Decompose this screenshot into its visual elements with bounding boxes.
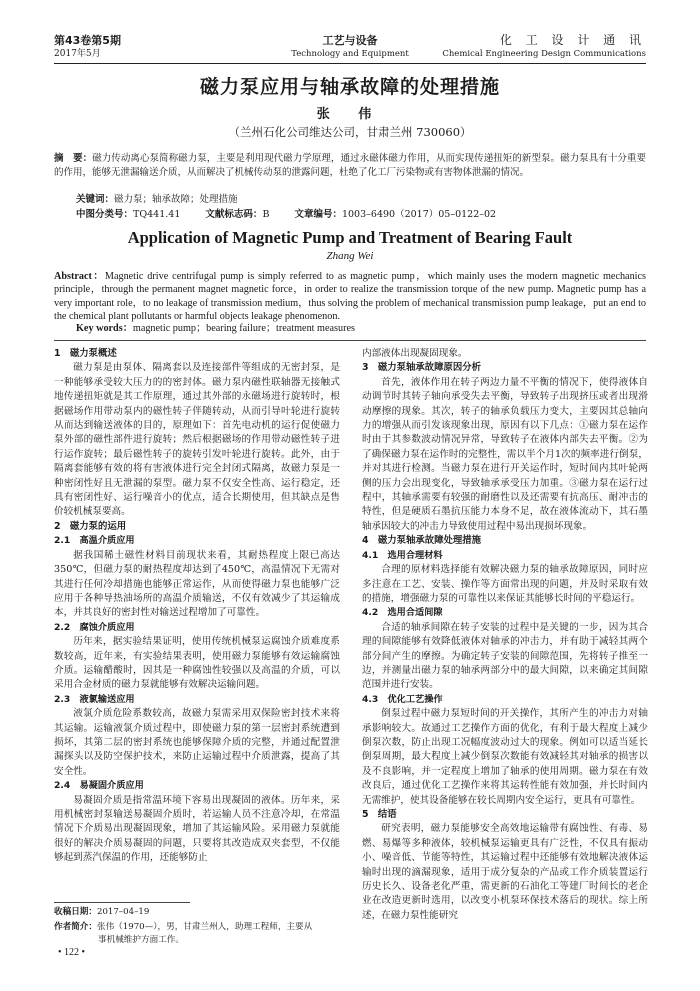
abstract-en-text: Magnetic drive centrifugal pump is simply referred to as magnetic pump，which mainly uses the modern magnetic mechanics principle，through the permanent magnet magnetic force，in order to realize the transmission torque of the new pump. Magnetic pump has a very important role，to no leakage of transmission medium，thus solving the problem of mechanical transmission pump leakage，put an end to the chemical plant pollutants or harmful objects leakage phenomenon. <box>54 271 646 323</box>
section-heading: 2 磁力泵的运用 <box>54 520 127 532</box>
article-no-label: 文章编号： <box>294 209 342 220</box>
column-title-en: Technology and Equipment <box>291 49 409 59</box>
abstract-cn-label: 摘 要： <box>54 153 93 164</box>
paragraph: 合适的轴承间隙在转子安装的过程中是关键的一步，因为其合理的间隙能够有效降低液体对轴承的冲击力，并有助于减轻其两个部分间产生的摩擦。为确定转子安装的间隙范围，先将转子推至一边，并测量出磁力泵的轴承两部分中的最大间隙，以来确定其间隙范围并进行安装。 <box>362 621 648 691</box>
section-heading: 5 结语 <box>362 809 397 820</box>
received-date: 2017–04–19 <box>96 907 150 917</box>
subsection-heading: 4.3 优化工艺操作 <box>362 693 443 705</box>
doc-code-label: 文献标志码： <box>205 209 263 220</box>
classification-line <box>76 208 646 222</box>
paragraph: 倒泵过程中磁力泵短时间的开关操作，其所产生的冲击力对轴承影响较大。故通过工艺操作方面的优化，有利于最大程度上减少倒泵次数，防止出现工况幅度波动过大的现象。例如可以适当延长倒泵周期，最大程度上减少倒泵次数能有效减轻其对轴承的损害以及不良影响，并一定程度上增加了轴承的使用周期。磁力泵在有效改良后，通过优化工艺操作来将其运转性能有效加强，并长时间内无需维护，使其设备能够在较长周期内安全运行，更具有可靠性。 <box>362 708 648 806</box>
clc-value: TQ441.41 <box>133 209 181 220</box>
journal-name-cn: 化 工 设 计 通 讯 <box>499 33 646 47</box>
author-affiliation-cn: （兰州石化公司维达公司，甘肃兰州 730060） <box>228 125 472 139</box>
clc-label: 中图分类号： <box>76 209 134 220</box>
keywords-en <box>76 322 646 335</box>
page-number: • 122 • <box>58 947 86 958</box>
abstract-en-label: Abstract： <box>54 271 105 282</box>
subsection-heading: 4.2 选用合适间隙 <box>362 607 443 619</box>
header-rule <box>54 63 646 64</box>
paper-title-en: Application of Magnetic Pump and Treatment of Bearing Fault <box>127 228 573 247</box>
author-bio-label: 作者简介： <box>54 922 97 932</box>
keywords-cn <box>76 193 646 207</box>
footnote-rule <box>54 902 190 903</box>
subsection-heading: 4.1 选用合理材料 <box>362 549 443 561</box>
paragraph: 研究表明，磁力泵能够安全高效地运输带有腐蚀性、有毒、易燃、易爆等多种液体，较机械泵运输更具有广泛性，不仅具有振动小、噪音低、节能等特性，其运输过程中还能够有效地解决液体运输时出现的滴漏现象，适用于成分复杂的产品或工作介质装置运行历史长久、设备老化严重，需更新的石油化工等建厂时间长的老企业在改造更新时选用，以改变小机泵环保技术落后的现状。综上所述，在磁力泵性能研究 <box>362 823 648 921</box>
subsection-heading: 2.4 易凝固介质应用 <box>54 780 144 792</box>
abstract-en <box>54 270 646 324</box>
abstract-rule <box>54 340 646 341</box>
article-no-value: 1003–6490（2017）05–0122–02 <box>341 209 497 220</box>
paragraph: 合理的原材料选择能有效解决磁力泵的轴承故障原因，同时应多注意在工艺、安装、操作等方面常出现的问题，并及时采取有效的措施，增强磁力泵的可靠性以来保证其能够长时间的平稳运行。 <box>362 564 648 604</box>
paragraph: 液氯介质危险系数较高，故磁力泵需采用双保险密封技术来将其运输。运输液氯介质过程中，即使磁力泵的第一层密封系统遭到损坏，其第二层的密封系统也能够保障介质的完整，并通过配置泄漏探头以及防空保护技术，来防止运输过程中介质泄露，提高了其安全性。 <box>54 708 340 777</box>
author-bio-line1: 张伟（1970—），男，甘肃兰州人，助理工程师，主要从 <box>96 922 313 932</box>
column-title-cn: 工艺与设备 <box>322 34 378 47</box>
body-column-left <box>54 347 340 866</box>
keywords-cn-text: 磁力泵；轴承故障；处理措施 <box>114 194 238 205</box>
journal-volume: 第43卷第5期 <box>54 34 121 47</box>
received-label: 收稿日期： <box>54 907 97 917</box>
paragraph: 内部液体出现凝固现象。 <box>362 348 468 359</box>
paragraph: 据我国稀土磁性材料目前现状来看，其耐热程度上限已高达350℃，但磁力泵的耐热程度却达到了450℃，高温情况下无需对其进行任何冷却措施也能够正常运作，从而使得磁力泵也能够广泛应用于各种导热油场所的高温介质输送，不仅有效减少了其运输成本，并其良好的密封性对输送过程增加了可靠性。 <box>54 549 340 619</box>
subsection-heading: 2.1 高温介质应用 <box>54 535 135 547</box>
paragraph: 历年来，据实验结果证明，使用传统机械泵运腐蚀介质难度系数较高，近年来，有实验结果表明，使用磁力泵能够有效运输腐蚀介质。运输醋酸时，因其是一种腐蚀性较强以及高温的介质，可以采用合金材质的磁力泵就能够有效解决运输问题。 <box>54 636 340 691</box>
body-column-right <box>362 347 648 923</box>
doc-code-value: B <box>262 209 270 220</box>
paper-title-cn: 磁力泵应用与轴承故障的处理措施 <box>199 76 500 98</box>
keywords-cn-label: 关键词： <box>76 194 115 205</box>
footnote-author <box>54 921 340 947</box>
keywords-en-text: magnetic pump；bearing failure；treatment measures <box>132 323 355 334</box>
footnote-received <box>54 906 340 919</box>
section-heading: 1 磁力泵概述 <box>54 348 117 359</box>
paragraph: 易凝固介质是指常温环境下容易出现凝固的液体。历年来，采用机械密封泵输送易凝固介质时，若运输人员不注意冷却，在常温情况下介质易出现凝固现象，增加了其运输风险。采用磁力泵就能很好的解决介质易凝固的问题，只要将其改造成双夹套型，不仅能够起到蒸汽保温的作用，还能够防止 <box>54 794 340 864</box>
abstract-cn-text: 磁力传动离心泵简称磁力泵，主要是利用现代磁力学原理，通过永磁体磁力作用，从而实现传递扭矩的新型泵。磁力泵具有十分重要的作用，能够无泄漏输送介质，从而解决了机械传动泵的泄露问题，杜绝了化工厂污染物或有害物体泄漏的情况。 <box>54 153 646 178</box>
abstract-cn <box>54 152 646 180</box>
issue-date: 2017年5月 <box>54 49 101 59</box>
paragraph: 磁力泵是由泵体、隔离套以及连接部件等组成的无密封泵，是一种能够承受较大压力的的密封体。磁力泵内磁性联轴器无接触式地传递扭矩就是其工作原理，通过其外部的永磁场进行旋转时，根据磁场作用带动泵内的磁性转子伴随转动，从而引导叶轮进行旋转从而达到输送液体的目的，原理如下：首先电动机的运行促使磁力泵外部的磁性部件进行旋转；然后根据磁场的作用带动磁性转子进行运作旋转；最后磁性转子的旋转引发叶轮进行旋转。此外，由于隔离套能够有效的将有害液体进行完全封闭式隔离，故磁力泵是一种密闭性好且无泄漏的泵型。磁力泵不仅安全性高、运行稳定，还具有密闭性好、运行噪音小的优点，适合长期使用，但其缺点是售价较机械泵要高。 <box>54 362 340 518</box>
keywords-en-label: Key words： <box>76 323 133 334</box>
subsection-heading: 2.2 腐蚀介质应用 <box>54 621 135 633</box>
author-bio-line2: 事机械维护方面工作。 <box>98 935 184 945</box>
subsection-heading: 2.3 液氯输送应用 <box>54 693 135 705</box>
running-header <box>54 34 646 62</box>
paragraph: 首先，液体作用在转子两边力量不平衡的情况下，使得液体自动调节时其转子轴向承受失去平衡，导致转子出现挤压或者出现滑动摩擦的现象。其次，转子的轴承负载压力变大，主要因其总轴向力的增强从而引发该现象出现，原因有以下几点：①磁力泵在运作时由于其参数波动情况异常，导致转子在液体内部失去平衡。②为了确保磁力泵在运作时的完整性，需以半个月1次的频率进行倒泵，并对其进行检测。当磁力泵在进行开关运作时，短时间内其叶轮两侧的压力会出现变化，导致轴承承受压力加重。③磁力泵在运行过程中，其轴承需要有较强的耐磨性以及还需要有抗高压、耐冲击的特性，但是硬质石墨抗压能力本身不足，故在液体流动下，其石墨轴承因较大的冲击力导致使用过程中易出现损坏现象。 <box>362 376 648 532</box>
author-name-en: Zhang Wei <box>326 250 374 262</box>
author-name-cn: 张 伟 <box>316 107 384 122</box>
section-heading: 4 磁力泵轴承故障处理措施 <box>362 535 482 547</box>
journal-name-en: Chemical Engineering Design Communications <box>442 49 646 59</box>
section-heading: 3 磁力泵轴承故障原因分析 <box>362 362 482 374</box>
